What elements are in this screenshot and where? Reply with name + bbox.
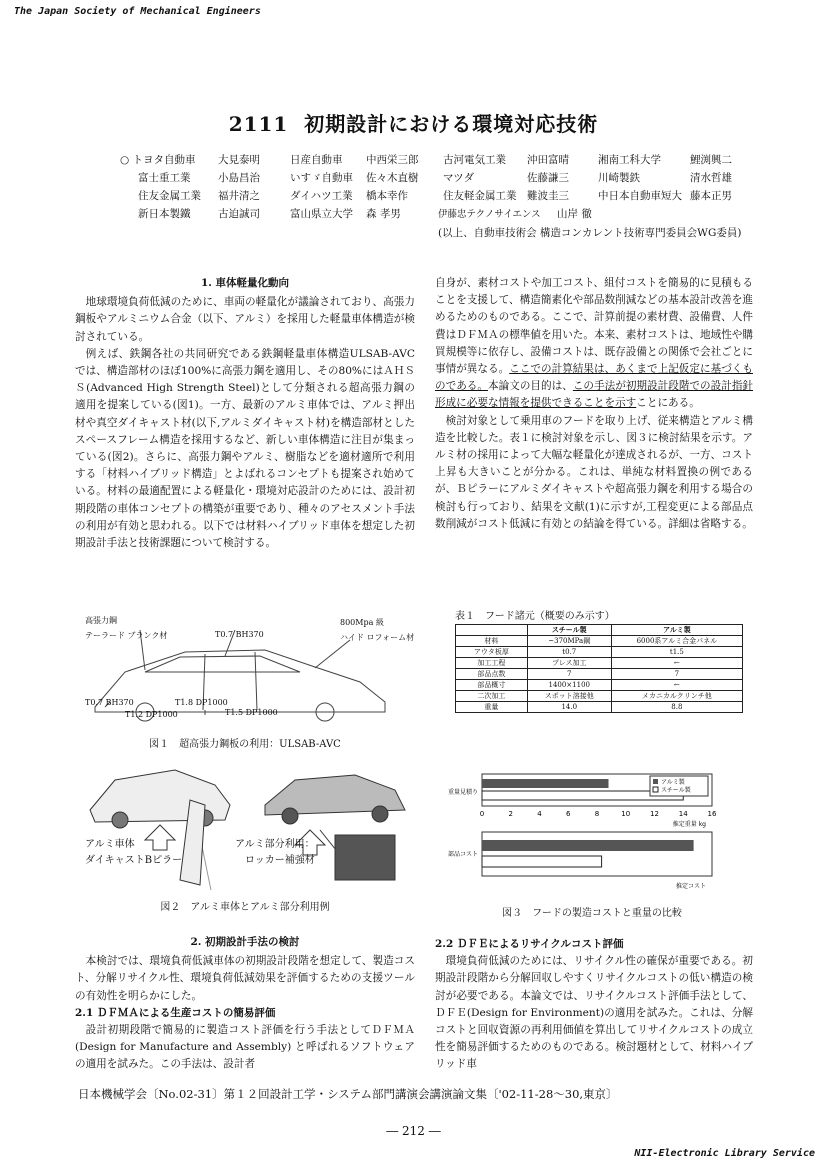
figure-3 — [432, 770, 752, 900]
author-block — [0, 152, 827, 242]
legend-swatch-steel — [653, 787, 658, 792]
author-name: 大見泰明 — [218, 154, 260, 166]
proceedings-footer: 日本機械学会〔No.02-31〕第１２回設計工学・システム部門講演会講演論文集〔'02-11-28～30,東京〕 — [78, 1087, 618, 1101]
table-1-caption: 表１ フード諸元（概要のみ示す） — [455, 611, 615, 622]
author-affil: 古河電気工業 — [443, 154, 506, 166]
author-name: 鯉渕興二 — [690, 154, 732, 166]
chart1-tick-label: 16 — [707, 810, 717, 818]
legend-label-steel: スチール製 — [661, 787, 691, 794]
fig1-label: 800Mpa 級 — [340, 618, 384, 627]
fig2-label: ロッカー補強材 — [245, 855, 315, 866]
fig1-label: テーラード ブランク材 — [85, 631, 168, 640]
chart1-xlabel: 推定重量 kg — [672, 821, 706, 828]
fig1-label: T1.2 DP1000 — [125, 710, 178, 719]
author-affil: 日産自動車 — [290, 154, 343, 166]
table-row — [456, 680, 743, 691]
author-affil: 住友金属工業 — [138, 190, 201, 202]
table-cell: スポット溶接他 — [527, 691, 611, 702]
author-name: 福井清之 — [218, 190, 260, 202]
right-column-bottom — [435, 936, 753, 1074]
author-name: 佐藤謙三 — [527, 172, 569, 184]
text-run: 自身が、素材コストや加工コスト、組付コストを簡易的に見積もることを支援して、構造簡素化や部品数削減などの基本設計改善を進めるためのものである。ここで、計算前提の素材費、設備費、人件費はＤＦＭＡの標準値を用いた。本来、素材コストは、地域性や購買規模等に依存し、設備コストは、既存設備との関係で会社ごとに事情が異なる。 — [435, 277, 753, 376]
paper-title — [0, 108, 827, 137]
nii-footer: NII-Electronic Library Service — [634, 1148, 815, 1159]
table-cell: ← — [611, 658, 742, 669]
chart2-xlabel: 推定コスト — [675, 883, 706, 890]
chart1-category: 重量見積り — [447, 789, 478, 796]
left-column-bottom — [75, 934, 415, 1074]
figure-1 — [85, 612, 415, 730]
table-cell: t0.7 — [527, 647, 611, 658]
chart1-tick-label: 14 — [678, 810, 688, 818]
table-cell: プレス加工 — [527, 658, 611, 669]
paragraph: 例えば、鉄鋼各社の共同研究である鉄鋼軽量車体構造ULSAB-AVCでは、構造部材のほぼ100%に高張力鋼を適用し、その80%にはＡＨＳＳ(Advanced High Strength Steel)として分類される超高張力鋼の適用を提案している(図1)。一方、最新のアルミ車体では、アルミ押出材や真空ダイキャスト材(以下,アルミダイキャスト材)を構造部材としたスペースフレーム構造を採用するなど、新しい車体構造に注目が集まっている(図2)。さらに、高張力鋼やアルミ、樹脂などを適材適所で利用する「材料ハイブリッド構造」とよばれるコンセプトも提案され始めている。材料の最適配置による軽量化・環境対応設計のためには、設計初期段階の車体コンセプトの構築が重要であり、種々のアセスメント手法の利用が有効と思われる。以下では材料ハイブリッド車体を想定した初期設計手法と技術課題について検討する。 — [75, 347, 415, 550]
table-row — [456, 647, 743, 658]
fig3-chart — [432, 770, 752, 900]
chart1-tick-label: 10 — [621, 810, 631, 818]
table-cell: 7 — [611, 669, 742, 680]
fig2-label: アルミ部分利用： — [235, 839, 315, 850]
aluminum-body-drawing — [85, 760, 415, 890]
right-column-top — [435, 275, 753, 533]
author-affil: 富士重工業 — [138, 172, 191, 184]
fig1-label: T1.5 DP1000 — [225, 708, 278, 717]
author-name: 森 孝男 — [366, 208, 401, 220]
author-affil: いすゞ自動車 — [290, 172, 353, 184]
table-cell: 8.8 — [611, 702, 742, 713]
table-cell: 材料 — [456, 636, 528, 647]
paragraph — [435, 275, 753, 413]
fig1-label: ハイド ロフォーム材 — [340, 633, 415, 642]
figure-1-caption: 図１ 超高張力鋼板の利用：ULSAB-AVC — [149, 739, 341, 750]
left-column-top — [75, 275, 415, 552]
bar-steel-cost — [482, 856, 602, 867]
table-row — [456, 658, 743, 669]
paper-number: 2111 — [228, 112, 289, 136]
author-name: 沖田富晴 — [527, 154, 569, 166]
author-affil: 湘南工科大学 — [598, 154, 661, 166]
fig2-label: ダイキャストBピラー — [85, 855, 183, 866]
author-affil: マツダ — [443, 172, 475, 184]
chart1-tick-label: 6 — [566, 810, 571, 818]
underlined-text: ここでの計算結果は、あくまで上記仮定に基づくものである。 — [435, 363, 753, 393]
table-cell: ← — [611, 680, 742, 691]
table-cell: 1400×1100 — [527, 680, 611, 691]
author-affil: 伊藤忠テクノサイエンス — [438, 209, 541, 220]
author-name: 藤本正男 — [690, 190, 732, 202]
table-cell: メカニカルクリンチ他 — [611, 691, 742, 702]
chart2-frame — [482, 832, 712, 876]
table-row — [456, 669, 743, 680]
legend-swatch-aluminum — [653, 779, 658, 784]
figure-3-caption: 図３ フードの製造コストと重量の比較 — [502, 908, 682, 919]
fig1-label: 高張力鋼 — [85, 616, 117, 625]
paragraph: 環境負荷低減のためには、リサイクル性の確保が重要である。初期設計段階から分解回収しやすくリサイクルコストの低い構造の検討が必要である。本論文では、リサイクルコスト評価手法として、ＤＦＥ(Design for Environment)の適用を試みた。これは、分解コストと回収資源の再利用価値を算出してリサイクルコストの成立性を簡易評価するためのものである。検討題材として、材料ハイブリッド車 — [435, 955, 753, 1071]
fig1-label: T0.7 BH370 — [215, 630, 264, 639]
table-cell: t1.5 — [611, 647, 742, 658]
author-affil: 富山県立大学 — [290, 208, 353, 220]
author-affil: ○ トヨタ自動車 — [120, 154, 196, 166]
table-cell: 14.0 — [527, 702, 611, 713]
author-name: 小島昌治 — [218, 172, 260, 184]
paragraph: 検討対象として乗用車のフードを取り上げ、従来構造とアルミ構造を比較した。表１に検討対象を示し、図３に検討結果を示す。アルミ材の採用によって大幅な軽量化が達成されるが、一方、コスト上昇も大きいことが分かる。これは、単純な材料置換の例であるが、Ｂピラーにアルミダイキャストや超高張力鋼を利用する場合の検討も行っており、結果を文献(1)に示すが,工程変更による部品点数削減がコスト低減に有効との結論を得ている。詳細は省略する。 — [435, 414, 753, 530]
table-cell: 重量 — [456, 702, 528, 713]
chart1-tick-label: 0 — [479, 810, 485, 818]
section-2-2-heading: 2.2 ＤＦＥによるリサイクルコスト評価 — [435, 938, 624, 950]
text-run: 本論文の目的は、 — [488, 380, 573, 393]
society-header: The Japan Society of Mechanical Engineers — [14, 6, 261, 17]
author-affil: ダイハツ工業 — [290, 190, 353, 202]
bar-aluminum-weight — [482, 779, 609, 788]
table-row — [456, 636, 743, 647]
table-cell: ~370MPa鋼 — [527, 636, 611, 647]
author-name: 佐々木直樹 — [366, 172, 419, 184]
section-2-heading: 2. 初期設計手法の検討 — [190, 936, 300, 948]
page-number: ― 212 ― — [386, 1124, 441, 1138]
table-cell: 加工工程 — [456, 658, 528, 669]
committee-note: (以上、自動車技術会 構造コンカレント技術専門委員会WG委員) — [438, 227, 742, 239]
paragraph: 本検討では、環境負荷低減車体の初期設計段階を想定して、製造コスト、分解リサイクル性、環境負荷低減効果を評価するための支援ツールの有効性を明らかにした。 — [75, 955, 415, 1002]
figure-2 — [85, 760, 415, 890]
chart1-tick-label: 2 — [508, 810, 513, 818]
table-cell: 二次加工 — [456, 691, 528, 702]
author-name: 山岸 徹 — [557, 208, 592, 220]
author-name: 難波圭三 — [527, 190, 569, 202]
author-affil: 川崎製鉄 — [598, 172, 640, 184]
figure-2-caption: 図２ アルミ車体とアルミ部分利用例 — [160, 902, 330, 913]
table-cell: アウタ板厚 — [456, 647, 528, 658]
table-header-cell: アルミ製 — [611, 625, 742, 636]
section-2-1-heading: 2.1 ＤＦＭＡによる生産コストの簡易評価 — [75, 1006, 276, 1019]
author-affil: 住友軽金属工業 — [443, 190, 517, 202]
paper-title-text: 初期設計における環境対応技術 — [304, 112, 599, 136]
chart1-tick-label: 8 — [594, 810, 600, 818]
fig1-label: T0.7 BH370 — [85, 698, 134, 707]
table-row — [456, 691, 743, 702]
table-header-cell: スチール製 — [527, 625, 611, 636]
section-1-heading: 1. 車体軽量化動向 — [200, 277, 290, 289]
author-name: 清水哲雄 — [690, 172, 732, 184]
chart1-tick-label: 4 — [537, 810, 542, 818]
author-affil: 中日本自動車短大 — [598, 190, 682, 202]
underlined-text: この手法が初期設計段階での設計指針形成に必要な情報を提供できることを示す — [435, 380, 754, 410]
table-header-cell — [456, 625, 528, 636]
paragraph: 設計初期段階で簡易的に製造コスト評価を行う手法としてＤＦＭＡ (Design for Manufacture and Assembly) と呼ばれるソフトウェアの適用を試みた。この手法は、設計者 — [75, 1024, 415, 1071]
table-cell: 6000系アルミ合金パネル — [611, 636, 742, 647]
paragraph: 地球環境負荷低減のために、車両の軽量化が議論されており、高張力鋼板やアルミニウム合金（以下、アルミ）を採用した軽量車体構造が検討されている。 — [75, 296, 415, 343]
table-header-row — [456, 625, 743, 636]
fig2-label: アルミ車体 — [85, 839, 135, 850]
chart1-tick-label: 12 — [650, 810, 659, 818]
table-cell: 部品点数 — [456, 669, 528, 680]
legend-label-aluminum: アルミ製 — [661, 779, 685, 786]
table-cell: 7 — [527, 669, 611, 680]
author-name: 古迫誠司 — [218, 208, 260, 220]
text-run: ことにある。 — [636, 397, 700, 410]
bar-aluminum-cost — [482, 840, 694, 851]
author-affil: 新日本製鐵 — [138, 208, 191, 220]
fig1-label: T1.8 DP1000 — [175, 698, 228, 707]
chart2-category: 部品コスト — [447, 851, 478, 858]
author-name: 中西栄三郎 — [366, 154, 419, 166]
author-name: 橋本幸作 — [366, 190, 408, 202]
table-1 — [455, 624, 743, 713]
table-row — [456, 702, 743, 713]
table-cell: 部品概寸 — [456, 680, 528, 691]
